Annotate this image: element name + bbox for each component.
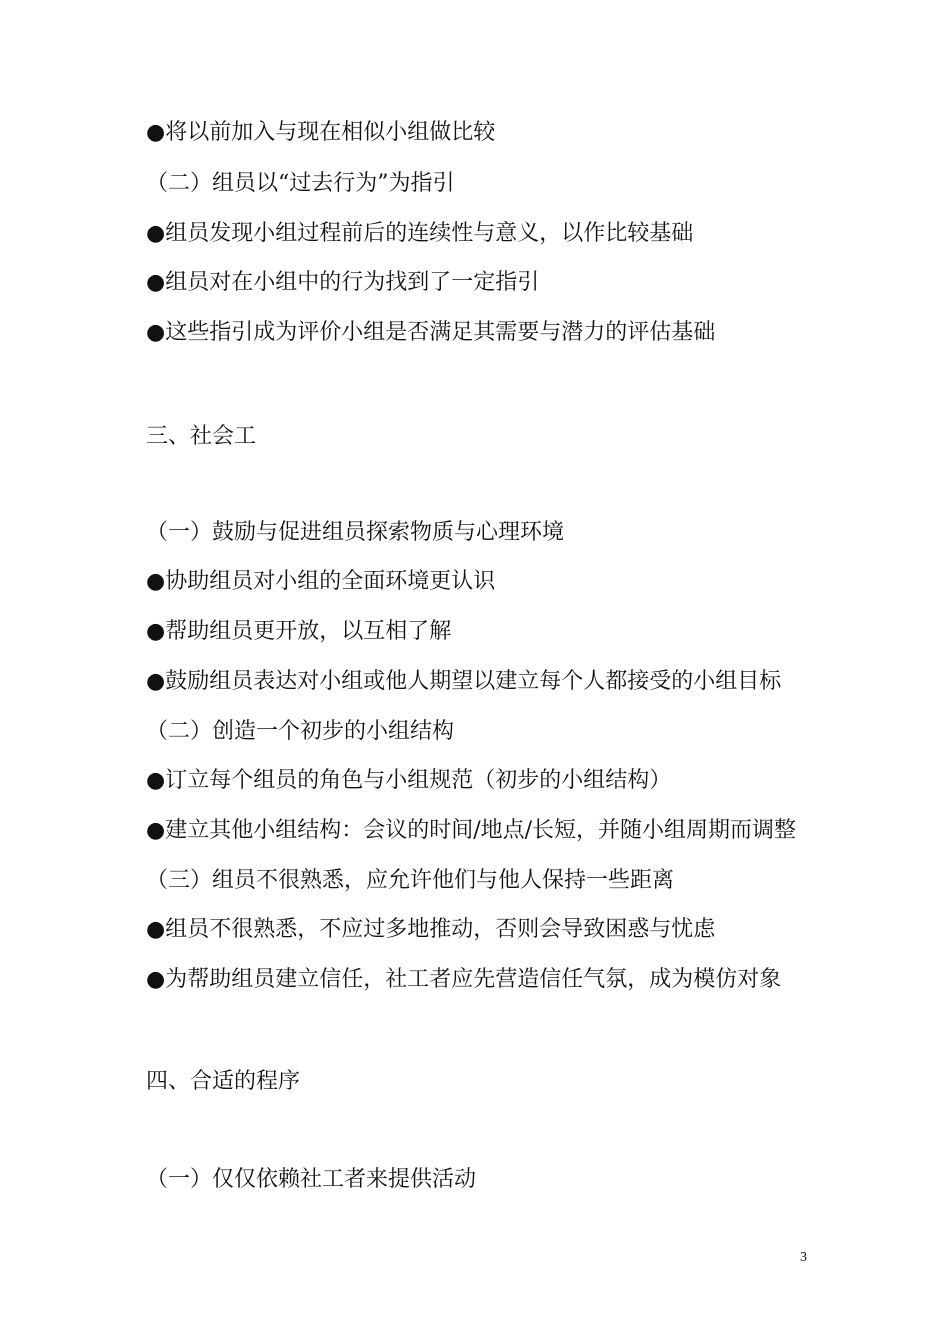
subheading-explore-environment: （一）鼓励与促进组员探索物质与心理环境 bbox=[146, 520, 565, 545]
bullet-other-structures: ●建立其他小组结构：会议的时间/地点/长短，并随小组周期而调整 bbox=[146, 818, 797, 843]
bullet-evaluation-basis: ●这些指引成为评价小组是否满足其需要与潜力的评估基础 bbox=[146, 320, 716, 345]
bullet-do-not-push: ●组员不很熟悉，不应过多地推动，否则会导致困惑与忧虑 bbox=[146, 917, 716, 942]
bullet-behavior-guidance: ●组员对在小组中的行为找到了一定指引 bbox=[146, 270, 540, 295]
bullet-continuity-meaning: ●组员发现小组过程前后的连续性与意义，以作比较基础 bbox=[146, 221, 694, 246]
subheading-rely-on-worker: （一）仅仅依赖社工者来提供活动 bbox=[146, 1167, 477, 1192]
bullet-more-open: ●帮助组员更开放，以互相了解 bbox=[146, 619, 452, 644]
section-heading-social-worker: 三、社会工 bbox=[146, 424, 257, 449]
bullet-express-expectations: ●鼓励组员表达对小组或他人期望以建立每个人都接受的小组目标 bbox=[146, 669, 782, 694]
subheading-past-behavior: （二）组员以“过去行为”为指引 bbox=[146, 171, 455, 196]
subheading-initial-structure: （二）创造一个初步的小组结构 bbox=[146, 719, 455, 744]
section-heading-program: 四、合适的程序 bbox=[146, 1069, 301, 1094]
bullet-understand-environment: ●协助组员对小组的全面环境更认识 bbox=[146, 569, 496, 594]
bullet-build-trust: ●为帮助组员建立信任，社工者应先营造信任气氛，成为模仿对象 bbox=[146, 967, 782, 992]
page-number: 3 bbox=[800, 1250, 807, 1265]
subheading-allow-distance: （三）组员不很熟悉，应允许他们与他人保持一些距离 bbox=[146, 868, 675, 893]
bullet-compare-similar-groups: ●将以前加入与现在相似小组做比较 bbox=[146, 120, 496, 145]
bullet-roles-norms: ●订立每个组员的角色与小组规范（初步的小组结构） bbox=[146, 768, 672, 793]
